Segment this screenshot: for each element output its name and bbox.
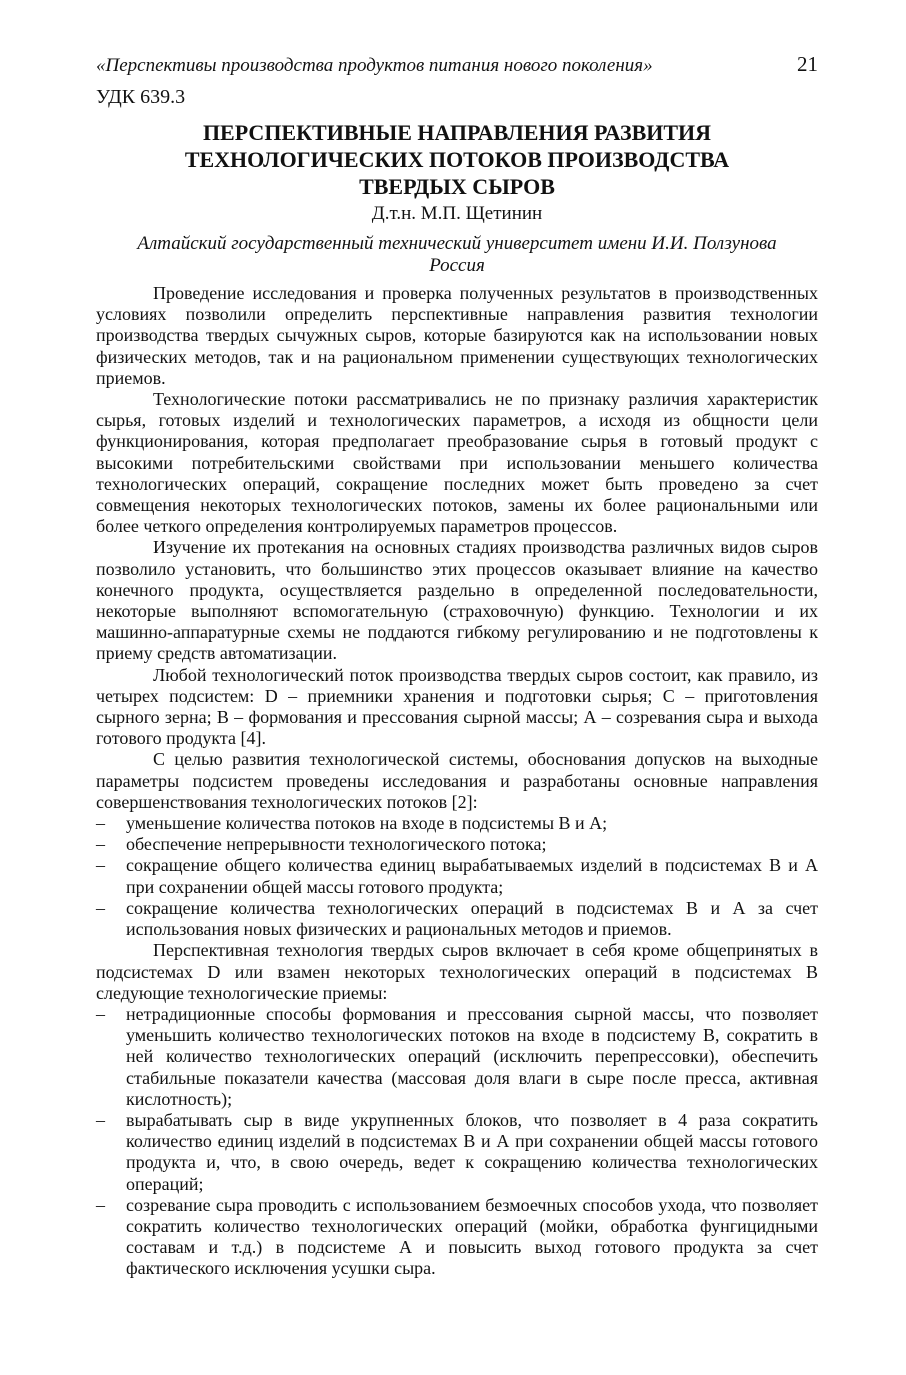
affiliation	[96, 233, 818, 277]
list-item-text: уменьшение количества потоков на входе в подсистемы В и А;	[126, 813, 608, 834]
paragraph: Перспективная технология твердых сыров включает в себя кроме общепринятых в подсистемах D или взамен некоторых технологических операций в подсистемах В следующие технологические приемы:	[96, 940, 818, 1003]
dash-marker: –	[96, 1109, 105, 1130]
page-number: 21	[797, 52, 818, 76]
author: Д.т.н. М.П. Щетинин	[371, 203, 543, 224]
list-item	[96, 1195, 818, 1280]
list-item-text: вырабатывать сыр в виде укрупненных блоков, что позволяет в 4 раза сократить количество единиц изделий в подсистемах В и А при сохранении общей массы готового продукта и, что, в свою очередь, ведет к сокращению количества технологических операций;	[126, 1109, 818, 1194]
article-title	[96, 119, 818, 200]
title-line: ТЕХНОЛОГИЧЕСКИХ ПОТОКОВ ПРОИЗВОДСТВА	[184, 147, 730, 172]
list-item	[96, 1110, 818, 1195]
dash-marker: –	[96, 897, 105, 918]
dash-marker: –	[96, 1194, 105, 1215]
directions-list	[96, 813, 818, 940]
dash-marker: –	[96, 834, 105, 855]
affiliation-institution: Алтайский государственный технический университет имени И.И. Ползунова	[137, 233, 777, 254]
paragraph: С целью развития технологической системы, обоснования допусков на выходные параметры подсистем проведены исследования и разработаны основные направления совершенствования технологических потоков [2]:	[96, 749, 818, 812]
dash-marker: –	[96, 1003, 105, 1024]
udk-code: УДК 639.3	[96, 86, 186, 108]
paragraph: Изучение их протекания на основных стадиях производства различных видов сыров позволило установить, что большинство этих процессов оказывает влияние на качество конечного продукта, осуществляется раздельно в определенной последовательности, некоторые выполняют вспомогательную (страховочную) функцию. Технологии и их машинно-аппаратурные схемы не поддаются гибкому регулированию и не подготовлены к приему средств автоматизации.	[96, 537, 818, 664]
dash-marker: –	[96, 855, 105, 876]
list-item	[96, 834, 818, 855]
list-item	[96, 898, 818, 940]
dash-marker: –	[96, 813, 105, 834]
title-line: ПЕРСПЕКТИВНЫЕ НАПРАВЛЕНИЯ РАЗВИТИЯ	[202, 120, 712, 145]
list-item-text: сокращение общего количества единиц вырабатываемых изделий в подсистемах В и А при сохранении общей массы готового продукта;	[126, 855, 818, 897]
paragraph: Любой технологический поток производства твердых сыров состоит, как правило, из четырех подсистем: D – приемники хранения и подготовки сырья; С – приготовления сырного зерна; В – формования и прессования сырной массы; А – созревания сыра и выхода готового продукта [4].	[96, 664, 818, 749]
list-item-text: сокращение количества технологических операций в подсистемах В и А за счет использования новых физических и рациональных методов и приемов.	[126, 897, 818, 940]
list-item	[96, 855, 818, 897]
journal-title: «Перспективы производства продуктов питания нового поколения»	[96, 55, 653, 76]
list-item	[96, 1004, 818, 1110]
paragraph: Технологические потоки рассматривались не по признаку различия характеристик сырья, готовых изделий и технологических параметров, а исходя из общности цели функционирования, которая предполагает преобразование сырья в готовый продукт с высокими потребительскими свойствами при использовании меньшего количества технологических операций, сокращение последних может быть проведено за счет совмещения некоторых технологических потоков, замены их более рациональными или более четкого определения контролируемых параметров процессов.	[96, 389, 818, 537]
list-item-text: созревание сыра проводить с использованием безмоечных способов ухода, что позволяет сократить количество технологических операций (мойки, обработка фунгицидными составам и т.д.) в подсистеме А и повысить выход готового продукта за счет фактического исключения усушки сыра.	[126, 1194, 818, 1279]
paragraph: Проведение исследования и проверка полученных результатов в производственных условиях позволили определить перспективные направления развития технологии производства твердых сычужных сыров, которые базируются как на использовании новых физических методов, так и на рациональном применении существующих технологических приемов.	[96, 283, 818, 388]
running-header	[96, 52, 818, 77]
title-line: ТВЕРДЫХ СЫРОВ	[359, 174, 555, 199]
affiliation-country: Россия	[429, 255, 485, 276]
list-item-text: обеспечение непрерывности технологического потока;	[126, 834, 547, 855]
techniques-list	[96, 1004, 818, 1280]
list-item-text: нетрадиционные способы формования и прессования сырной массы, что позволяет уменьшить количество технологических потоков на входе в подсистему В, сократить в ней количество технологических операций (исключить перепрессовки), обеспечить стабильные показатели качества (массовая доля влаги в сыре после пресса, активная кислотность);	[126, 1003, 818, 1109]
list-item	[96, 813, 818, 834]
article-body	[96, 283, 818, 1280]
